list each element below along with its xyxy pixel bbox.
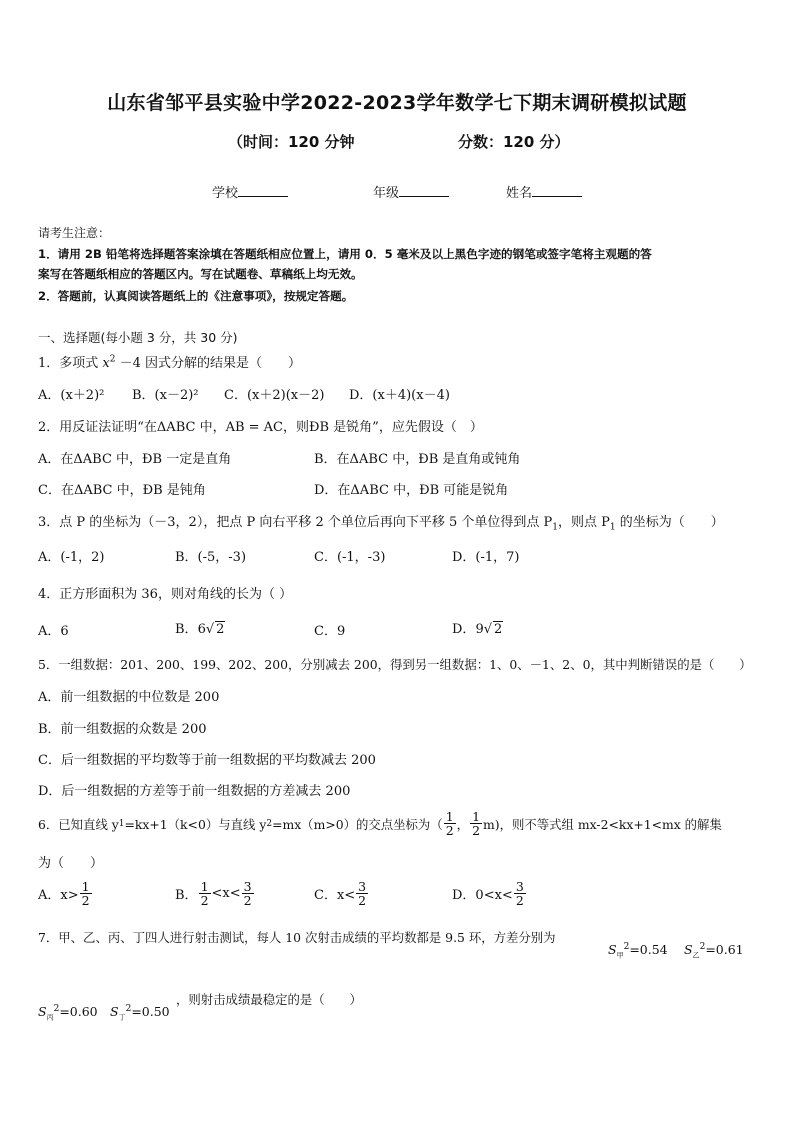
variance-bing [38,1004,98,1023]
q4-option-c: C．9 [314,624,346,639]
variance-ding [110,1004,170,1023]
q6-option-c [314,880,369,907]
notice-item2: 2．答题前，认真阅读答题纸上的《注意事项》，按规定答题。 [38,289,354,303]
q3-subscript-2: 1 [609,522,616,533]
variance-subscript: 丙 [46,1013,54,1022]
fraction-denominator: 2 [515,893,524,909]
q6-subscript-1: 1 [118,818,125,829]
q6-option-b-mid: <x< [211,886,241,902]
q3-option-a: A．(-1，2) [38,550,105,565]
question-2-stem: 2．用反证法证明“在ΔABC 中，AB = AC，则ÐB 是锐角”，应先假设（ ） [38,420,483,435]
q3-subscript-1: 1 [552,522,559,533]
q3-stem-mid: ，则点 P [558,515,610,530]
variance-value: =0.54 [629,942,668,958]
question-6-stem [38,810,722,837]
variance-yi [684,942,744,961]
fraction-numerator: 1 [445,809,454,824]
fraction-three-halves [514,880,526,907]
name-label: 姓名 [506,186,533,201]
fraction-denominator: 2 [445,823,454,839]
fraction-one-half [80,880,92,907]
fraction-numerator: 3 [243,879,252,894]
q6-option-d [452,880,527,907]
q6-option-b [175,880,255,907]
q1-stem-tail: －4 因式分解的结果是（ ） [119,356,302,371]
q3-stem-text: 3．点 P 的坐标为（－3，2），把点 P 向右平移 2 个单位后再向下平移 5 个单位得到点 P [38,515,553,530]
variance-value: =0.61 [705,942,744,958]
variance-value: =0.50 [131,1004,170,1020]
school-field [212,182,288,201]
fraction-denominator: 2 [358,893,367,909]
q1-variable: x [102,356,110,371]
variance-exponent: 2 [699,942,706,952]
question-7-tail: ，则射击成绩最稳定的是（ ） [176,992,362,1007]
variance-jia [608,942,668,961]
school-blank [238,184,288,197]
q1-option-d: D．(x＋4)(x－4) [349,388,450,403]
q6-stem-part2: =kx+1（k<0）与直线 y [124,816,267,832]
q4-option-b-radicand: 2 [216,622,225,637]
section-heading: 一、选择题(每小题 3 分，共 30 分) [38,330,238,345]
fraction-numerator: 1 [200,879,209,894]
fraction-three-halves [242,880,254,907]
variance-symbol: S [684,942,693,958]
sqrt-symbol: √ 2 [205,622,225,637]
q4-option-a: A．6 [38,624,69,639]
school-label: 学校 [212,186,239,201]
q3-option-c: C．(-1，-3) [314,550,386,565]
variance-value: =0.60 [59,1004,98,1020]
question-7-stem: 7．甲、乙、丙、丁四人进行射击测试，每人 10 次射击成绩的平均数都是 9.5 环，方差分别为 [38,930,556,945]
q1-exponent: 2 [109,354,116,365]
fraction-numerator: 3 [515,879,524,894]
q2-option-a: A．在ΔABC 中，ÐB 一定是直角 [38,452,232,467]
sqrt-symbol: √ 2 [483,622,503,637]
q4-option-d-coef: 9 [475,622,484,637]
q1-option-c: C．(x＋2)(x－2) [224,388,325,403]
q6-option-a [38,880,93,907]
q5-option-d: D．后一组数据的方差等于前一组数据的方差减去 200 [38,784,351,799]
variance-subscript: 乙 [692,951,700,960]
fraction-one-half [199,880,211,907]
variance-subscript: 甲 [616,951,624,960]
exam-title: 山东省邹平县实验中学2022-2023学年数学七下期末调研模拟试题 [107,92,687,114]
q1-stem-text: 1．多项式 [38,356,99,371]
exam-score: 分数：120 分） [458,133,570,151]
q3-stem-tail: 的坐标为（ ） [615,515,724,530]
q6-option-b-label: B． [175,888,198,904]
notice-item1-line1: 1．请用 2B 铅笔将选择题答案涂填在答题纸相应位置上，请用 0．5 毫米及以上黑色字迹的钢笔或签字笔将主观题的答 [38,247,652,261]
q4-option-b [175,618,225,637]
variance-exponent: 2 [623,942,630,952]
fraction-numerator: 1 [81,879,90,894]
q4-option-d-label: D． [452,622,476,637]
notice-item1-line2: 案写在答题纸相应的答题区内。写在试题卷、草稿纸上均无效。 [38,267,363,281]
question-4-stem: 4．正方形面积为 36，则对角线的长为（ ） [38,587,293,602]
grade-blank [399,184,449,197]
q6-stem-line2: 为（ ） [38,856,104,871]
q6-stem-part3: =mx（m>0）的交点坐标为（ [272,816,443,832]
q4-option-d-radicand: 2 [494,622,503,637]
q6-option-a-label: A．x> [38,888,79,904]
variance-symbol: S [608,942,617,958]
q4-option-b-label: B． [175,622,198,637]
variance-exponent: 2 [125,1004,132,1014]
q6-subscript-2: 2 [266,818,273,829]
q1-option-b: B．(x－2)² [132,388,199,403]
grade-field [373,182,449,201]
fraction-one-half [444,810,456,837]
fraction-one-half [470,810,482,837]
q4-option-d [452,618,503,637]
fraction-numerator: 3 [358,879,367,894]
variance-subscript: 丁 [118,1013,126,1022]
fraction-denominator: 2 [81,893,90,909]
name-field [506,182,582,201]
question-3-stem [38,511,724,533]
q3-option-b: B．(-5，-3) [175,550,247,565]
variance-symbol: S [38,1004,47,1020]
fraction-denominator: 2 [200,893,209,909]
q5-option-b: B．前一组数据的众数是 200 [38,722,207,737]
q4-option-b-coef: 6 [197,622,206,637]
notice-heading: 请考生注意： [38,226,111,240]
variance-symbol: S [110,1004,119,1020]
q6-stem-tail: m)，则不等式组 mx-2<kx+1<mx 的解集 [483,816,722,832]
question-5-stem: 5．一组数据：201、200、199、202、200，分别减去 200，得到另一组数据：1、0、－1、2、0，其中判断错误的是（ ） [38,657,752,672]
fraction-three-halves [356,880,368,907]
question-1-stem [38,352,301,371]
q2-option-d: D．在ΔABC 中，ÐB 可能是锐角 [314,483,509,498]
q6-comma: ， [456,816,470,832]
q5-option-a: A．前一组数据的中位数是 200 [38,690,220,705]
fraction-numerator: 1 [472,809,481,824]
q6-stem-text: 6．已知直线 y [38,816,119,832]
q5-option-c: C．后一组数据的平均数等于前一组数据的平均数减去 200 [38,753,376,768]
fraction-denominator: 2 [472,823,481,839]
grade-label: 年级 [373,186,400,201]
q3-option-d: D．(-1，7) [452,550,520,565]
name-blank [532,184,582,197]
q6-option-c-label: C．x< [314,888,356,904]
fraction-denominator: 2 [243,893,252,909]
variance-exponent: 2 [53,1004,60,1014]
q2-option-c: C．在ΔABC 中，ÐB 是钝角 [38,483,206,498]
q1-option-a: A．(x＋2)² [38,388,105,403]
exam-time: （时间：120 分钟 [228,133,355,151]
q2-option-b: B．在ΔABC 中，ÐB 是直角或钝角 [314,452,521,467]
q6-option-d-label: D．0<x< [452,888,513,904]
